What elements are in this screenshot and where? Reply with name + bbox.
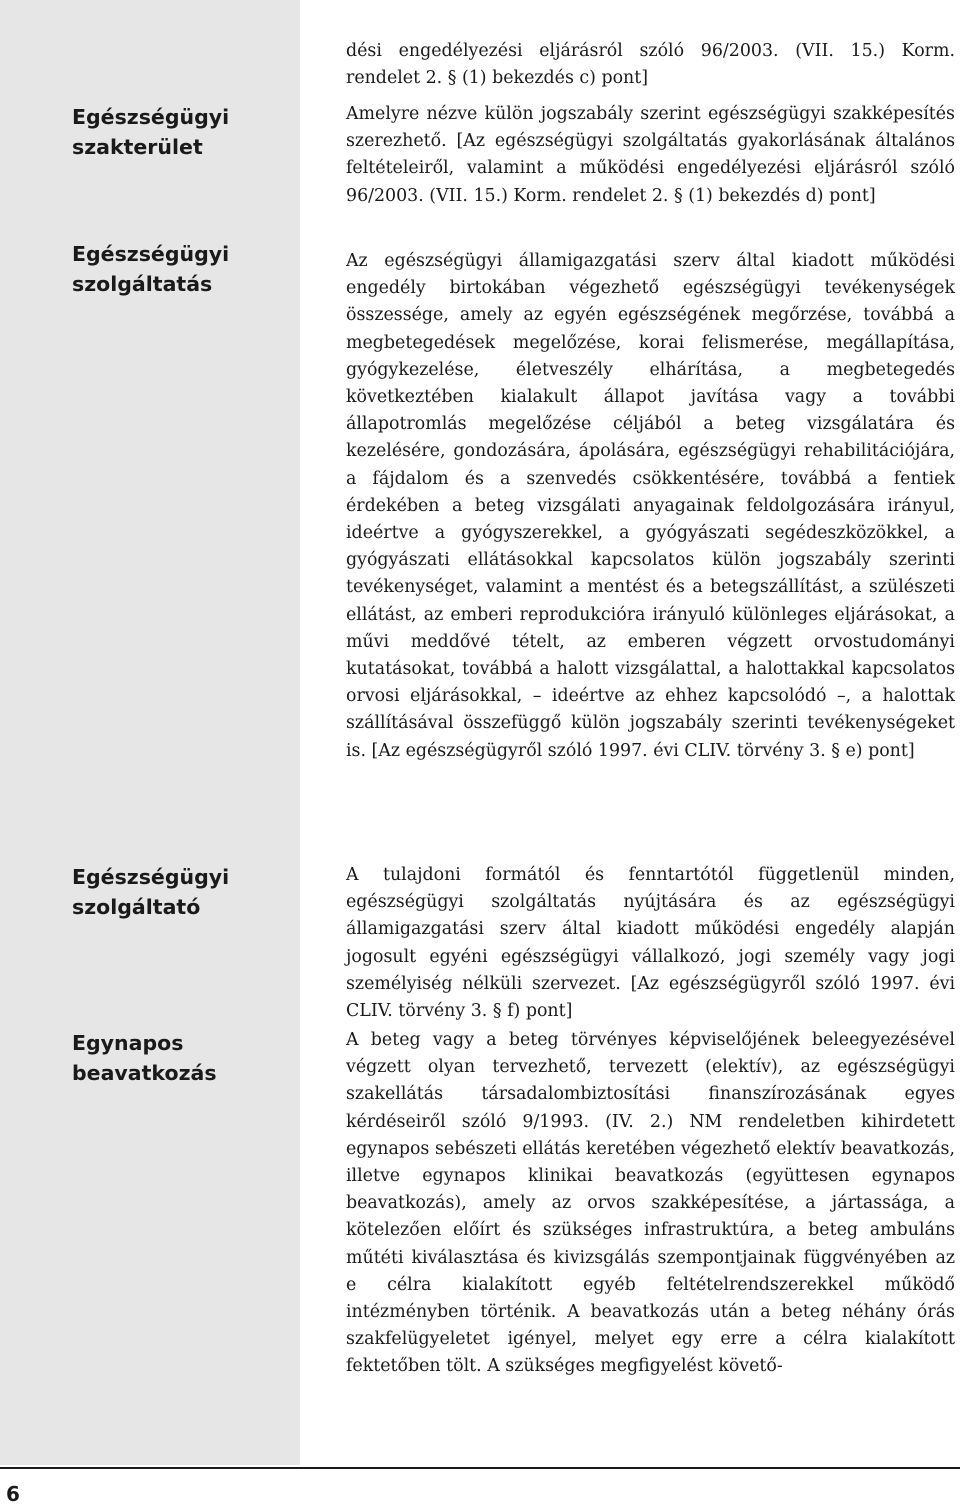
definition-continuation: dési engedélyezési eljárásról szóló 96/2003. (VII. 15.) Korm. rendelet 2. § (1) bekezdés c) pont] <box>346 41 955 89</box>
definition-egeszsegugyi-szakterulet: Amelyre nézve külön jogszabály szerint egészségügyi szakképesítés szerezhető. [Az egészségügyi szolgáltatás gyakorlásának általános feltételeiről, valamint a működési engedélyezési eljárásról szóló 96/2003. (VII. 15.) Korm. rendelet 2. § (1) bekezdés d) pont] <box>346 104 955 206</box>
term-line: Egynapos <box>72 1031 184 1055</box>
footer-rule <box>0 1467 960 1469</box>
term-egeszsegugyi-szakterulet <box>72 102 292 162</box>
term-line: szolgáltató <box>72 895 201 919</box>
definition-egynapos-beavatkozas: A beteg vagy a beteg törvényes képviselőjének beleegyezésével végzett olyan tervezhető, tervezett (elektív), az egészségügyi szakellátás társadalombiztosítási finanszírozásának egyes kérdéseiről szóló 9/1993. (IV. 2.) NM rendeletben kihirdetett egynapos sebészeti ellátás keretében végezhető elektív beavatkozás, illetve egynapos klinikai beavatkozás (együttesen egynapos beavatkozás), amely az orvos szakképesítése, a jártassága, a kötelezően előírt és szükséges infrastruktúra, a beteg ambuláns műtéti kiválasztása és kivizsgálás szempontjainak függvényében az e célra kialakított egyéb feltételrendszerekkel működő intézményben történik. A beavatkozás után a beteg néhány órás szakfelügyeletet igényel, melyet egy erre a célra kialakított fektetőben tölt. A szükséges megfigyelést követő- <box>346 1030 955 1377</box>
term-line: szolgáltatás <box>72 272 213 296</box>
term-column <box>0 0 300 1465</box>
page-number: 6 <box>6 1482 20 1506</box>
term-egeszsegugyi-szolgaltato <box>72 862 292 922</box>
definition-egeszsegugyi-szolgaltatas: Az egészségügyi államigazgatási szerv által kiadott működési engedély birtokában végezhető egészségügyi tevékenységek összessége, amely az egyén egészségének megőrzése, továbbá a megbetegedések megelőzése, korai felismerése, megállapítása, gyógykezelése, életveszély elhárítása, a megbetegedés következtében kialakult állapot javítása vagy a további állapotromlás megelőzése céljából a beteg vizsgálatára és kezelésére, gondozására, ápolására, egészségügyi rehabilitációjára, a fájdalom és a szenvedés csökkentésére, továbbá a fentiek érdekében a beteg vizsgálati anyagainak feldolgozására irányul, ideértve a gyógyszerekkel, a gyógyászati segédeszközökkel, a gyógyászati ellátásokkal kapcsolatos külön jogszabály szerinti tevékenységet, valamint a mentést és a betegszállítást, a szülészeti ellátást, az emberi reprodukcióra irányuló különleges eljárásokat, a művi meddővé tételt, az emberen végzett orvostudományi kutatásokat, továbbá a halott vizsgálattal, a halottakkal kapcsolatos orvosi eljárásokkal, – ideértve az ehhez kapcsolódó –, a halottak szállításával összefüggő külön jogszabály szerinti tevékenységeket is. [Az egészségügyről szóló 1997. évi CLIV. törvény 3. § e) pont] <box>346 251 955 761</box>
term-egynapos-beavatkozas <box>72 1028 292 1088</box>
term-line: szakterület <box>72 135 203 159</box>
term-line: Egészségügyi <box>72 865 230 889</box>
term-egeszsegugyi-szolgaltatas <box>72 239 292 299</box>
term-line: Egészségügyi <box>72 105 230 129</box>
term-line: beavatkozás <box>72 1061 217 1085</box>
term-line: Egészségügyi <box>72 242 230 266</box>
definition-egeszsegugyi-szolgaltato: A tulajdoni formától és fenntartótól függetlenül minden, egészségügyi szolgáltatás nyújtására és az egészségügyi államigazgatási szerv által kiadott működési engedély alapján jogosult egyéni egészségügyi vállalkozó, jogi személy vagy jogi személyiség nélküli szervezet. [Az egészségügyről szóló 1997. évi CLIV. törvény 3. § f) pont] <box>346 865 955 1022</box>
